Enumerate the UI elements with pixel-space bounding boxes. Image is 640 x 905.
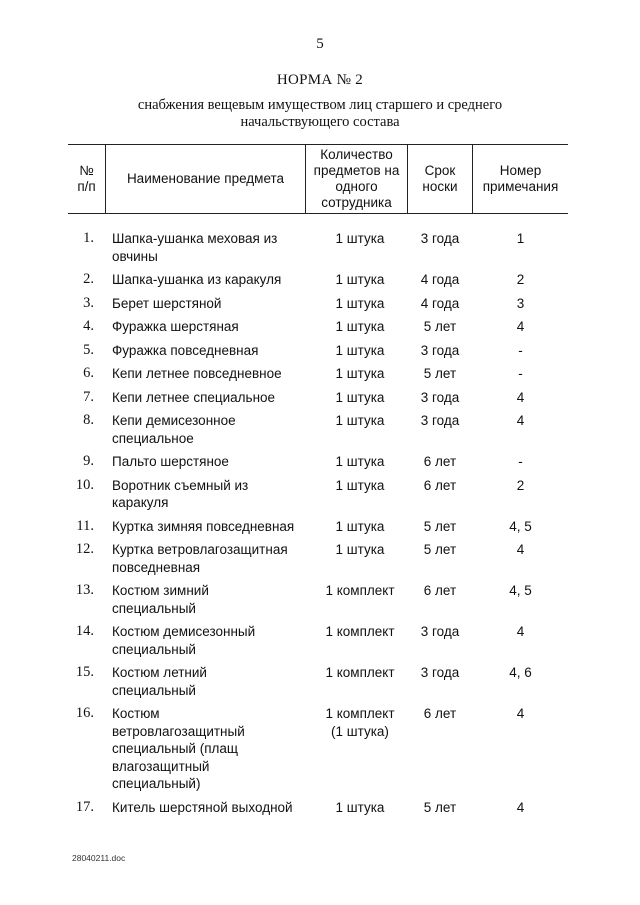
table-row (68, 477, 568, 518)
row-number: 3. (83, 294, 94, 311)
table-row (68, 453, 568, 477)
row-quantity: 1 штука (335, 295, 385, 311)
row-note-number: 2 (516, 272, 525, 287)
row-item-name: Фуражка шерстяная (112, 319, 239, 334)
row-wear-term: 5 лет (423, 518, 457, 534)
row-wear-term: 3 года (420, 389, 460, 405)
row-item-name: Кепи летнее повседневное (112, 366, 282, 381)
row-wear-term: 5 лет (423, 542, 457, 557)
footer-file-code: 28040211.doc (72, 853, 126, 863)
table-row (68, 271, 568, 295)
row-note-number: 2 (516, 477, 525, 493)
row-item-name: Воротник съемный из каракуля (112, 477, 249, 510)
row-note-number: 4 (516, 706, 525, 721)
row-note-number: - (518, 366, 523, 381)
row-quantity: 1 штука (335, 454, 385, 469)
row-item-name: Костюм ветровлагозащитный специальный (плащ влагозащитный специальный) (112, 706, 245, 791)
table-row (68, 230, 568, 271)
row-note-number: 4 (516, 389, 525, 405)
row-quantity: 1 штука (335, 272, 385, 287)
row-number: 1. (83, 230, 94, 246)
row-number: 8. (83, 412, 94, 428)
row-number: 16. (75, 705, 94, 721)
row-quantity: 1 комплект (1 штука) (325, 706, 395, 739)
row-note-number: 4 (516, 413, 525, 428)
row-number: 17. (75, 798, 94, 815)
table-row (68, 318, 568, 342)
row-note-number: 4 (516, 542, 525, 557)
row-quantity: 1 штука (335, 342, 385, 358)
row-quantity: 1 комплект (325, 665, 395, 680)
row-item-name: Пальто шерстяное (112, 454, 229, 469)
header-note-number: Номер примечания (482, 162, 559, 194)
row-item-name: Костюм зимний специальный (112, 583, 209, 616)
row-wear-term: 5 лет (423, 366, 457, 381)
document-subtitle: снабжения вещевым имуществом лиц старшего и среднего начальствующего состава (137, 97, 503, 130)
row-note-number: 4 (516, 319, 525, 334)
row-number: 9. (83, 453, 94, 469)
row-wear-term: 3 года (420, 665, 460, 680)
row-note-number: 4 (516, 624, 525, 639)
row-note-number: - (518, 342, 523, 358)
table-row (68, 664, 568, 705)
row-note-number: 4, 5 (509, 518, 532, 534)
row-item-name: Кепи летнее специальное (112, 389, 276, 405)
row-quantity: 1 штука (335, 477, 385, 493)
row-number: 7. (83, 388, 94, 405)
row-number: 6. (83, 365, 94, 381)
row-item-name: Костюм демисезонный специальный (112, 624, 256, 657)
table-body (68, 230, 568, 822)
row-wear-term: 6 лет (423, 583, 457, 598)
row-number: 12. (75, 541, 94, 557)
row-item-name: Китель шерстяной выходной (112, 799, 293, 815)
row-item-name: Шапка-ушанка из каракуля (112, 272, 282, 287)
row-quantity: 1 штука (335, 389, 385, 405)
row-number: 10. (75, 476, 94, 493)
row-note-number: 4, 6 (509, 665, 532, 680)
row-wear-term: 3 года (420, 413, 460, 428)
page-number: 5 (316, 36, 324, 52)
row-number: 14. (75, 623, 94, 639)
table-row (68, 541, 568, 582)
table-row (68, 799, 568, 823)
table-row (68, 342, 568, 366)
row-quantity: 1 штука (335, 413, 385, 428)
row-quantity: 1 комплект (325, 624, 395, 639)
header-quantity: Количество предметов на одного сотрудника (313, 146, 400, 210)
row-wear-term: 3 года (420, 624, 460, 639)
row-number: 2. (83, 271, 94, 287)
row-wear-term: 5 лет (423, 319, 457, 334)
row-item-name: Кепи демисезонное специальное (112, 413, 236, 446)
table-row (68, 582, 568, 623)
table-row (68, 412, 568, 453)
table-row (68, 365, 568, 389)
row-item-name: Куртка ветровлагозащитная повседневная (112, 542, 288, 575)
row-quantity: 1 штука (335, 799, 385, 815)
row-quantity: 1 штука (335, 366, 385, 381)
row-number: 13. (75, 582, 94, 598)
header-number: № п/п (77, 162, 96, 194)
row-wear-term: 4 года (420, 295, 460, 311)
row-quantity: 1 штука (335, 231, 385, 246)
row-wear-term: 6 лет (423, 477, 457, 493)
row-item-name: Шапка-ушанка меховая из овчины (112, 231, 278, 264)
row-wear-term: 5 лет (423, 799, 457, 815)
row-quantity: 1 комплект (325, 583, 395, 598)
table-row (68, 389, 568, 413)
row-note-number: - (518, 454, 523, 469)
row-quantity: 1 штука (335, 542, 385, 557)
row-wear-term: 6 лет (423, 454, 457, 469)
row-item-name: Берет шерстяной (112, 295, 222, 311)
row-number: 5. (83, 341, 94, 358)
row-note-number: 1 (516, 231, 525, 246)
row-wear-term: 6 лет (423, 706, 457, 721)
row-note-number: 4, 5 (509, 583, 532, 598)
row-wear-term: 4 года (420, 272, 460, 287)
row-wear-term: 3 года (420, 342, 460, 358)
header-item-name: Наименование предмета (126, 170, 285, 186)
row-quantity: 1 штука (335, 518, 385, 534)
row-item-name: Куртка зимняя повседневная (112, 518, 295, 534)
table-row (68, 705, 568, 799)
row-note-number: 4 (516, 799, 525, 815)
row-number: 11. (76, 517, 94, 534)
row-number: 15. (75, 664, 94, 680)
document-title: НОРМА № 2 (276, 72, 364, 88)
header-wear-term: Срок носки (422, 162, 458, 194)
row-item-name: Костюм летний специальный (112, 665, 207, 698)
table-row (68, 295, 568, 319)
table-row (68, 623, 568, 664)
row-quantity: 1 штука (335, 319, 385, 334)
row-note-number: 3 (516, 295, 525, 311)
row-wear-term: 3 года (420, 231, 460, 246)
row-item-name: Фуражка повседневная (112, 342, 259, 358)
table-header-bottom-rule (68, 213, 568, 214)
table-row (68, 518, 568, 542)
row-number: 4. (83, 318, 94, 334)
